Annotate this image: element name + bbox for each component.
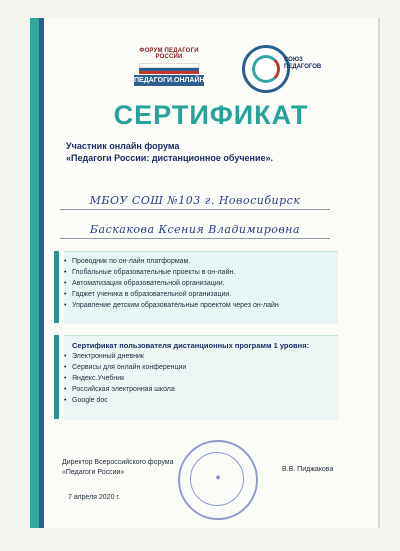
forum-logo-label: ФОРУМ ПЕДАГОГИ РОССИИ — [139, 48, 199, 60]
topics-accent-bar — [54, 251, 59, 323]
union-logo-line1: СОЮЗ — [284, 57, 303, 63]
director-block — [62, 458, 173, 478]
certificate-subtitle — [66, 140, 273, 164]
list-item: • Российская электронная школа — [64, 384, 338, 395]
official-stamp: ◆ — [178, 440, 258, 520]
signer-name: В.В. Пиджакова — [282, 466, 334, 473]
list-item: • Глобальные образовательные проекты в он-лайн. — [64, 267, 338, 278]
union-logo-icon — [242, 45, 290, 93]
subtitle-line1: Участник онлайн форума — [66, 141, 180, 151]
programs-accent-bar — [54, 335, 59, 419]
list-item: • Проводник по он-лайн платформам. — [64, 256, 338, 267]
subtitle-line2: «Педагоги России: дистанционное обучение». — [66, 153, 274, 163]
list-item: • Яндекс.Учебник — [64, 373, 338, 384]
name-rule — [60, 238, 330, 239]
programs-box — [64, 335, 338, 420]
list-item: • Электронный дневник — [64, 351, 338, 362]
union-logo-text — [284, 57, 321, 71]
topics-box — [64, 251, 338, 324]
list-item: • Управление детским образовательные проектом через он-лайн — [64, 300, 338, 311]
left-border-teal — [30, 18, 39, 528]
list-item: • Автоматизация образовательной организации. — [64, 278, 338, 289]
certificate-date: 7 апреля 2020 г. — [68, 494, 121, 501]
list-item: • Сервисы для онлайн конференции — [64, 362, 338, 373]
school-rule — [60, 209, 330, 210]
director-forum: «Педагоги России» — [62, 469, 125, 476]
flag-icon — [139, 63, 199, 72]
school-handwritten: МБОУ СОШ №103 г. Новосибирск — [89, 194, 301, 207]
director-title: Директор Всероссийского форума — [62, 459, 174, 466]
forum-logo-bar: ПЕДАГОГИ.ОНЛАЙН — [134, 77, 205, 84]
union-logo-line2: ПЕДАГОГОВ — [284, 64, 322, 70]
list-item: • Google doc — [64, 395, 338, 406]
certificate-title: СЕРТИФИКАТ — [113, 100, 309, 130]
list-item: • Гаджет ученика в образовательной организации. — [64, 289, 338, 300]
programs-heading: Сертификат пользователя дистанционных программ 1 уровня: — [72, 341, 310, 350]
forum-logo — [133, 48, 205, 98]
name-handwritten: Баскакова Ксения Владимировна — [89, 223, 301, 236]
